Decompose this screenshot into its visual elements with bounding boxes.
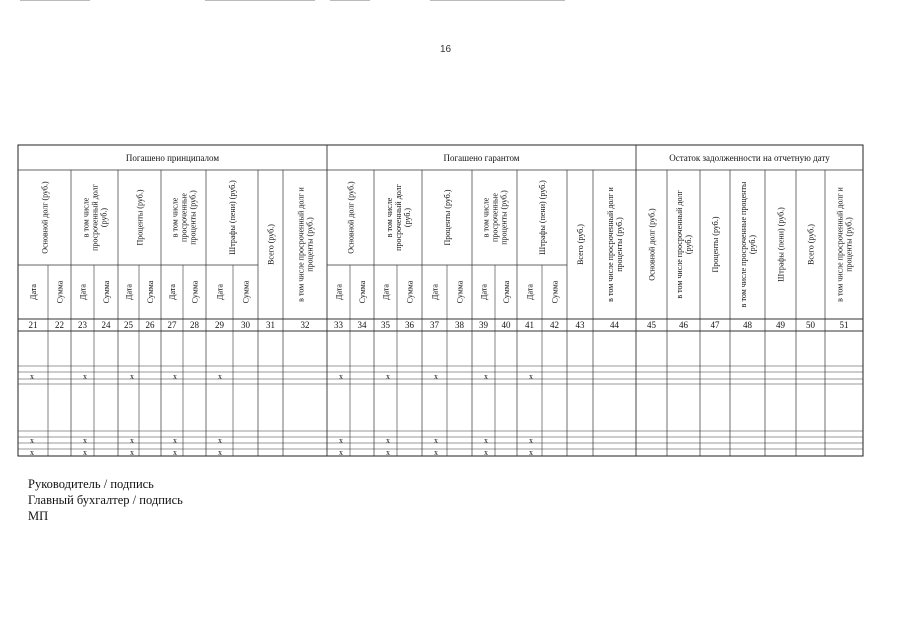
subheader-label: Дата: [124, 284, 134, 300]
svg-text:(руб.): (руб.): [748, 234, 757, 255]
column-header: [171, 190, 198, 245]
cell-mark: х: [173, 436, 177, 445]
svg-text:проценты (руб.): проценты (руб.): [188, 190, 198, 245]
svg-text:просроченный долг: просроченный долг: [90, 184, 100, 251]
subheader-label: Сумма: [358, 280, 367, 304]
cell-mark: х: [30, 448, 34, 457]
subheader-label: Сумма: [102, 280, 111, 304]
svg-text:(руб.): (руб.): [99, 207, 109, 228]
column-header: [228, 180, 237, 255]
column-header: [711, 216, 720, 272]
cell-mark: х: [484, 372, 488, 381]
column-header: [675, 190, 693, 299]
svg-text:просроченные: просроченные: [179, 193, 189, 242]
subheader-label: Сумма: [241, 280, 251, 304]
cell-mark: х: [339, 436, 343, 445]
svg-text:в том числе просроченный долг: в том числе просроченный долг и: [835, 187, 845, 302]
subheader-label: Дата: [215, 284, 225, 300]
column-number: 37: [430, 320, 439, 330]
column-number: 32: [300, 320, 310, 330]
svg-text:проценты (руб.): проценты (руб.): [499, 190, 509, 245]
subheader-label: Дата: [334, 284, 344, 300]
svg-text:Штрафы (пени) (руб.): Штрафы (пени) (руб.): [776, 207, 786, 282]
svg-text:в том числе просроченный долг: в том числе просроченный долг и: [606, 187, 615, 302]
svg-text:просроченные: просроченные: [490, 193, 500, 242]
column-header: [576, 224, 585, 265]
column-header: [267, 224, 276, 265]
column-number: 28: [190, 320, 199, 330]
column-number: 45: [647, 320, 656, 330]
column-number: 27: [167, 320, 177, 330]
svg-text:в том числе просроченные проце: в том числе просроченные проценты: [739, 181, 748, 308]
cell-mark: х: [83, 372, 87, 381]
cell-mark: х: [386, 372, 390, 381]
column-header: [347, 181, 356, 254]
svg-text:Основной долг (руб.): Основной долг (руб.): [346, 181, 356, 254]
group-title: Погашено гарантом: [443, 153, 520, 163]
column-number: 51: [839, 320, 849, 330]
svg-text:Всего (руб.): Всего (руб.): [576, 224, 585, 265]
subheader-label: Сумма: [455, 280, 465, 304]
cell-mark: х: [386, 448, 390, 457]
column-number: 34: [357, 320, 367, 330]
svg-text:в том числе: в том числе: [481, 197, 491, 238]
cell-mark: х: [30, 436, 34, 445]
table-border: [18, 145, 863, 456]
svg-text:проценты (руб.): проценты (руб.): [305, 217, 315, 272]
svg-text:(руб.): (руб.): [684, 234, 693, 255]
column-number: 38: [455, 320, 464, 330]
subheader-label: Дата: [29, 284, 38, 300]
svg-text:в том числе: в том числе: [170, 197, 180, 238]
column-number: 49: [776, 320, 785, 330]
cell-mark: х: [218, 372, 222, 381]
column-header: [385, 183, 412, 251]
cell-mark: х: [434, 448, 438, 457]
cell-mark: х: [529, 436, 533, 445]
cell-mark: х: [173, 448, 177, 457]
svg-text:просроченный долг: просроченный долг: [394, 184, 403, 251]
svg-text:Основной долг (руб.): Основной долг (руб.): [647, 208, 657, 281]
column-header: [538, 180, 547, 255]
column-number: 44: [610, 320, 619, 330]
column-number: 30: [241, 320, 250, 330]
cell-mark: х: [484, 448, 488, 457]
column-number: 40: [501, 320, 511, 330]
column-number: 42: [550, 320, 559, 330]
svg-text:в том числе просроченный долг: в том числе просроченный долг и: [296, 187, 306, 302]
column-header: [82, 183, 109, 251]
column-header: [739, 181, 757, 307]
cell-mark: х: [434, 372, 438, 381]
svg-text:проценты (руб.): проценты (руб.): [615, 217, 624, 272]
subheader-label: Дата: [78, 284, 88, 300]
cell-mark: х: [83, 448, 87, 457]
column-header: [443, 189, 452, 245]
column-number: 41: [525, 320, 534, 330]
subheader-label: Дата: [168, 284, 177, 300]
svg-text:в том числе просроченный долг: в том числе просроченный долг: [675, 190, 684, 299]
column-number: 23: [78, 320, 87, 330]
subheader-label: Дата: [525, 284, 535, 300]
svg-text:(руб.): (руб.): [403, 207, 412, 228]
subheader-label: Сумма: [502, 280, 511, 304]
column-header: [41, 181, 50, 254]
svg-text:Всего (руб.): Всего (руб.): [806, 224, 816, 265]
subheader-label: Сумма: [550, 280, 560, 304]
svg-text:в том числе: в том числе: [385, 197, 394, 238]
cell-mark: х: [484, 436, 488, 445]
column-number: 25: [124, 320, 133, 330]
column-header: [136, 189, 145, 245]
column-header: [482, 190, 509, 245]
column-header: [648, 208, 657, 281]
column-header: [807, 224, 816, 265]
group-title: Остаток задолженности на отчетную дату: [669, 153, 830, 163]
column-header: [606, 186, 624, 301]
cell-mark: х: [130, 448, 134, 457]
column-number: 50: [806, 320, 815, 330]
director-signature: Руководитель / подпись: [28, 477, 154, 491]
subheader-label: Сумма: [405, 280, 415, 304]
svg-text:в том числе: в том числе: [81, 197, 91, 238]
svg-text:Проценты (руб.): Проценты (руб.): [443, 189, 452, 246]
column-number: 39: [479, 320, 488, 330]
cell-mark: х: [130, 436, 134, 445]
cell-mark: х: [173, 372, 177, 381]
subheader-label: Сумма: [146, 280, 155, 304]
svg-text:Штрафы (пени) (руб.): Штрафы (пени) (руб.): [228, 180, 237, 255]
signature-block: [28, 476, 183, 524]
stamp-place: МП: [28, 509, 49, 523]
column-number: 31: [266, 320, 275, 330]
column-number: 43: [575, 320, 585, 330]
cell-mark: х: [218, 448, 222, 457]
column-number: 35: [381, 320, 390, 330]
column-number: 47: [710, 320, 720, 330]
column-number: 33: [334, 320, 343, 330]
column-number: 29: [215, 320, 224, 330]
column-number: 26: [145, 320, 155, 330]
cell-mark: х: [339, 448, 343, 457]
group-title: Погашено принципалом: [125, 153, 220, 163]
column-header: [777, 207, 786, 282]
cell-mark: х: [339, 372, 343, 381]
cell-mark: х: [529, 448, 533, 457]
subheader-label: Дата: [381, 284, 391, 300]
subheader-label: Дата: [479, 284, 489, 300]
cell-mark: х: [83, 436, 87, 445]
svg-text:Проценты (руб.): Проценты (руб.): [135, 189, 145, 246]
svg-text:проценты (руб.): проценты (руб.): [844, 217, 854, 272]
column-number: 22: [55, 320, 64, 330]
accountant-signature: Главный бухгалтер / подпись: [28, 493, 183, 507]
column-header: [297, 186, 315, 301]
cell-mark: х: [434, 436, 438, 445]
column-number: 48: [743, 320, 752, 330]
svg-text:Штрафы (пени) (руб.): Штрафы (пени) (руб.): [538, 180, 547, 255]
cell-mark: х: [529, 372, 533, 381]
svg-text:Проценты (руб.): Проценты (руб.): [711, 216, 720, 273]
cell-mark: х: [30, 372, 34, 381]
column-number: 21: [28, 320, 38, 330]
svg-text:Основной долг (руб.): Основной долг (руб.): [40, 181, 50, 254]
column-number: 24: [101, 320, 111, 330]
subheader-label: Сумма: [190, 280, 200, 304]
cell-mark: х: [386, 436, 390, 445]
svg-text:Всего (руб.): Всего (руб.): [266, 224, 276, 265]
page-number: 16: [440, 44, 452, 55]
cell-mark: х: [130, 372, 134, 381]
column-number: 36: [405, 320, 414, 330]
subheader-label: Сумма: [55, 280, 65, 304]
cell-mark: х: [218, 436, 222, 445]
subheader-label: Дата: [430, 284, 440, 300]
column-header: [836, 186, 854, 301]
column-number: 46: [679, 320, 688, 330]
